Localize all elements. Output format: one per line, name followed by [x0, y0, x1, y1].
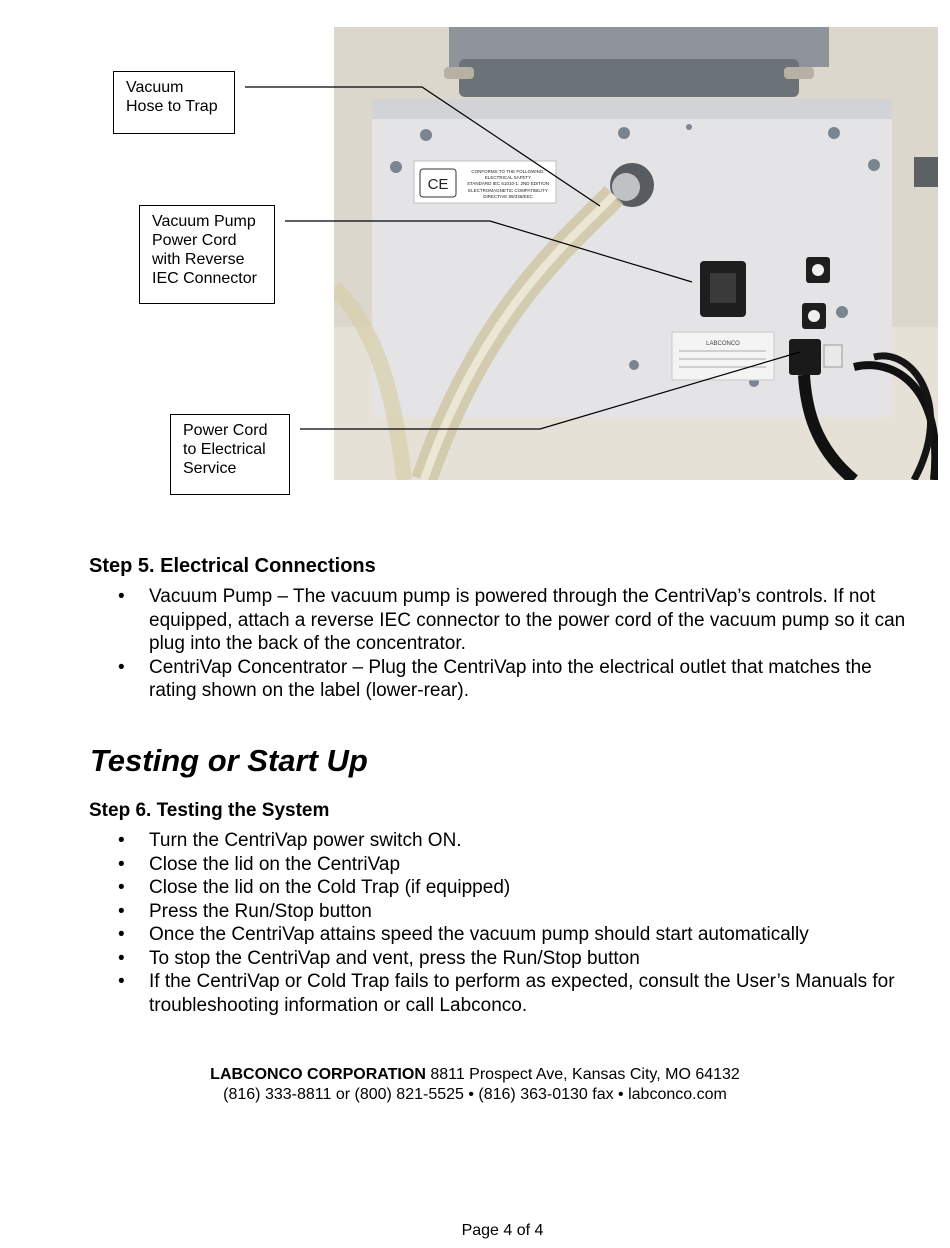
callout-vacuum-pump-cord — [139, 205, 275, 304]
callout-vacuum-hose — [113, 71, 235, 134]
list-item: • Once the CentriVap attains speed the vacuum pump should start automatically — [110, 923, 920, 947]
list-item: • Vacuum Pump – The vacuum pump is powered through the CentriVap’s controls. If not equipped, attach a reverse IEC connector to the power cord of the vacuum pump so it can plug into the back of the concentrator. — [110, 585, 920, 656]
footer-company: LABCONCO CORPORATION — [210, 1066, 426, 1083]
list-item: • If the CentriVap or Cold Trap fails to perform as expected, consult the User’s Manuals for troubleshooting information or call Labconco. — [110, 970, 920, 1017]
footer-contact: (816) 333-8811 or (800) 821-5525 • (816) 363-0130 fax • labconco.com — [223, 1086, 727, 1103]
step5-heading: Step 5. Electrical Connections — [89, 555, 376, 577]
step6-heading: Step 6. Testing the System — [89, 800, 330, 821]
footer-address-text: 8811 Prospect Ave, Kansas City, MO 64132 — [425, 1066, 740, 1083]
callout-line: to Electrical — [183, 441, 266, 458]
section-title: Testing or Start Up — [90, 743, 368, 778]
list-item: • To stop the CentriVap and vent, press the Run/Stop button — [110, 947, 920, 971]
equipment-photo — [334, 27, 938, 480]
callout-line: Service — [183, 460, 237, 477]
callout-power-cord — [170, 414, 290, 495]
label-emc: ELECTROMAGNETIC COMPATIBILITY — [468, 188, 548, 193]
step5-bullet-list — [110, 585, 920, 703]
callout-line: Hose to Trap — [126, 98, 218, 115]
label-conforms: CONFORMS TO THE FOLLOWING: — [471, 169, 545, 174]
callout-line: Power Cord — [183, 422, 268, 439]
callout-line: Power Cord — [152, 232, 237, 249]
callout-line: IEC Connector — [152, 270, 257, 287]
step6-bullet-list — [110, 829, 920, 1017]
label-labconco: LABCONCO — [706, 341, 740, 347]
label-safety: ELECTRICAL SAFETY — [484, 175, 532, 180]
list-item: • CentriVap Concentrator – Plug the CentriVap into the electrical outlet that matches the rating shown on the label (lower-rear). — [110, 656, 920, 703]
label-directive: DIRECTIVE 89/336/EEC — [483, 194, 533, 199]
callout-line: Vacuum — [126, 79, 184, 96]
list-item: • Turn the CentriVap power switch ON. — [110, 829, 920, 853]
list-item: • Close the lid on the CentriVap — [110, 853, 920, 877]
list-item: • Press the Run/Stop button — [110, 900, 920, 924]
ce-mark: CE — [427, 176, 449, 193]
callout-line: Vacuum Pump — [152, 213, 256, 230]
list-item: • Close the lid on the Cold Trap (if equipped) — [110, 876, 920, 900]
callout-line: with Reverse — [152, 251, 245, 268]
label-standard: STANDARD IEC 61010-1: 2ND EDITION — [467, 181, 549, 186]
page-number: Page 4 of 4 — [461, 1222, 544, 1239]
footer-address — [0, 1066, 950, 1084]
equipment-photo-drawing — [334, 27, 938, 480]
